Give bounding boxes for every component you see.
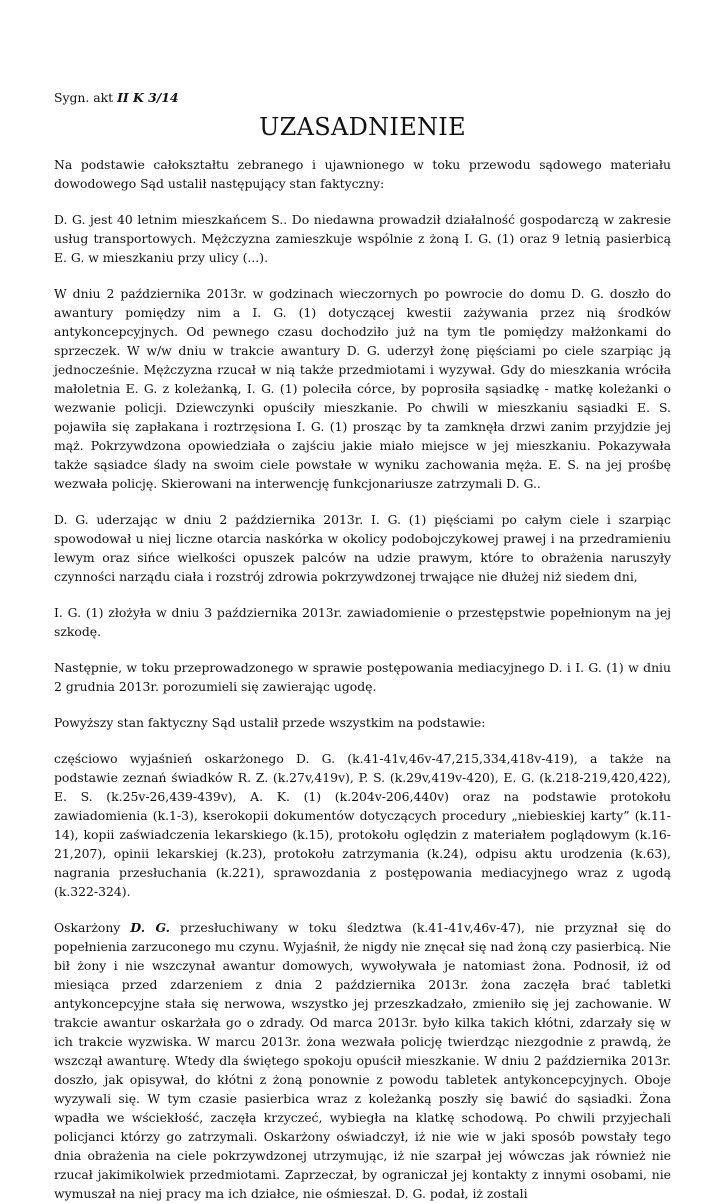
paragraph-defendant-testimony <box>54 918 671 1203</box>
case-reference-prefix: Sygn. akt <box>54 90 118 105</box>
testimony-body: przesłuchiwany w toku śledztwa (k.41-41v,46v-47), nie przyznał się do popełnienia zarzuconego mu czynu. Wyjaśnił, że nigdy nie znęcał się nad żoną czy pasierbicą. Nie bił żony i nie wszczynał awantur domowych, wywoływała je natomiast żona. Podnosił, iż od miesiąca przed zdarzeniem z dnia 2 października 2013r. żona zaczęła brać tabletki antykoncepcyjne stała się nerwowa, wszystko jej przeszkadzało, zmieniło się jej zachowanie. W trakcie awantur oskarżała go o zdrady. Od marca 2013r. było kilka takich kłótni, zdarzały się w ich trakcie wyzwiska. W marcu 2013r. żona wezwała policję twierdząc niezgodnie z prawdą, że wszczął awanturę. Wtedy dla świętego spokoju opuścił mieszkanie. W dniu 2 października 2013r. doszło, jak opisywał, do kłótni z żoną ponownie z powodu tabletek antykoncepcyjnych. Oboje wyzywali się. W tym czasie pasierbica wraz z koleżanką poszły się bawić do sąsiadki. Żona wpadła we wściekłość, zaczęła krzyczeć, wybiegła na klatkę schodową. Po chwili przyjechali policjanci którzy go zatrzymali. Oskarżony oświadczył, iż nie wie w jaki sposób powstały tego dnia obrażenia na ciele pokrzywdzonej utrzymując, iż nie szarpał jej wówczas jak również nie rzucał jakimikolwiek przedmiotami. Zaprzeczał, by ograniczał jej kontakty z innymi osobami, nie wymuszał na niej pracy ma ich działce, nie ośmieszał. D. G. podał, iż zostali <box>54 920 671 1201</box>
paragraph-incident: W dniu 2 października 2013r. w godzinach wieczornych po powrocie do domu D. G. doszło do awantury pomiędzy nim a I. G. (1) dotyczącej kwestii zażywania przez nią środków antykoncepcyjnych. Od pewnego czasu dochodziło już na tym tle pomiędzy małżonkami do sprzeczek. W w/w dniu w trakcie awantury D. G. uderzył żonę pięściami po ciele szarpiąc ją jednocześnie. Mężczyzna rzucał w nią także przedmiotami i wyzywał. Gdy do mieszkania wróciła małoletnia E. G. z koleżanką, I. G. (1) poleciła córce, by poprosiła sąsiadkę - matkę koleżanki o wezwanie policji. Dziewczynki opuściły mieszkanie. Po chwili w mieszkaniu sąsiadki E. S. pojawiła się zapłakana i roztrzęsiona I. G. (1) prosząc by ta zamknęła drzwi zanim przyjdzie jej mąż. Pokrzywdzona opowiedziała o zajściu jakie miało miejsce w jej mieszkaniu. Pokazywała także sąsiadce ślady na swoim ciele powstałe w wyniku zachowania męża. E. S. na jej prośbę wezwała policję. Skierowani na interwencję funkcjonariusze zatrzymali D. G.. <box>54 286 671 491</box>
case-number: II K 3/14 <box>117 90 179 105</box>
document-title: UZASADNIENIE <box>259 113 466 141</box>
paragraph-report: I. G. (1) złożyła w dniu 3 października 2013r. zawiadomienie o przestępstwie popełnionym na jej szkodę. <box>54 605 671 639</box>
paragraph-injuries: D. G. uderzając w dniu 2 października 2013r. I. G. (1) pięściami po całym ciele i szarpiąc spowodował u niej liczne otarcia naskórka w okolicy podobojczykowej prawej i na przedramieniu lewym oraz sińce wielkości opuszek palców na udzie prawym, które to obrażenia naruszyły czynności narządu ciała i rozstrój zdrowia pokrzywdzonej trwające nie dłużej niż siedem dni, <box>54 512 671 584</box>
paragraph-basis-intro: Powyższy stan faktyczny Sąd ustalił przede wszystkim na podstawie: <box>54 715 486 730</box>
paragraph-evidence: częściowo wyjaśnień oskarżonego D. G. (k.41-41v,46v-47,215,334,418v-419), a także na podstawie zeznań świadków R. Z. (k.27v,419v), P. S. (k.29v,419v-420), E. G. (k.218-219,420,422), E. S. (k.25v-26,439-439v), A. K. (1) (k.204v-206,440v) oraz na podstawie protokołu zawiadomienia (k.1-3), kserokopii dokumentów dotyczących procedury „niebieskiej karty” (k.11-14), kopii zaświadczenia lekarskiego (k.15), protokołu oględzin z materiałem poglądowym (k.16-21,207), opinii lekarskiej (k.23), protokołu zatrzymania (k.24), odpisu aktu urodzenia (k.63), nagrania przesłuchania (k.221), sprawozdania z postępowania mediacyjnego wraz z ugodą (k.322-324). <box>54 751 671 899</box>
case-reference <box>54 90 671 105</box>
paragraph-intro: Na podstawie całokształtu zebranego i ujawnionego w toku przewodu sądowego materiału dowodowego Sąd ustalił następujący stan faktyczny: <box>54 157 671 191</box>
paragraph-defendant-info: D. G. jest 40 letnim mieszkańcem S.. Do niedawna prowadził działalność gospodarczą w zakresie usług transportowych. Mężczyzna zamieszkuje wspólnie z żoną I. G. (1) oraz 9 letnią pasierbicą E. G. w mieszkaniu przy ulicy (...). <box>54 212 671 265</box>
defendant-name: D. G. <box>130 920 170 935</box>
paragraph-mediation: Następnie, w toku przeprowadzonego w sprawie postępowania mediacyjnego D. i I. G. (1) w dniu 2 grudnia 2013r. porozumieli się zawierając ugodę. <box>54 660 671 694</box>
testimony-lead: Oskarżony <box>54 920 131 935</box>
